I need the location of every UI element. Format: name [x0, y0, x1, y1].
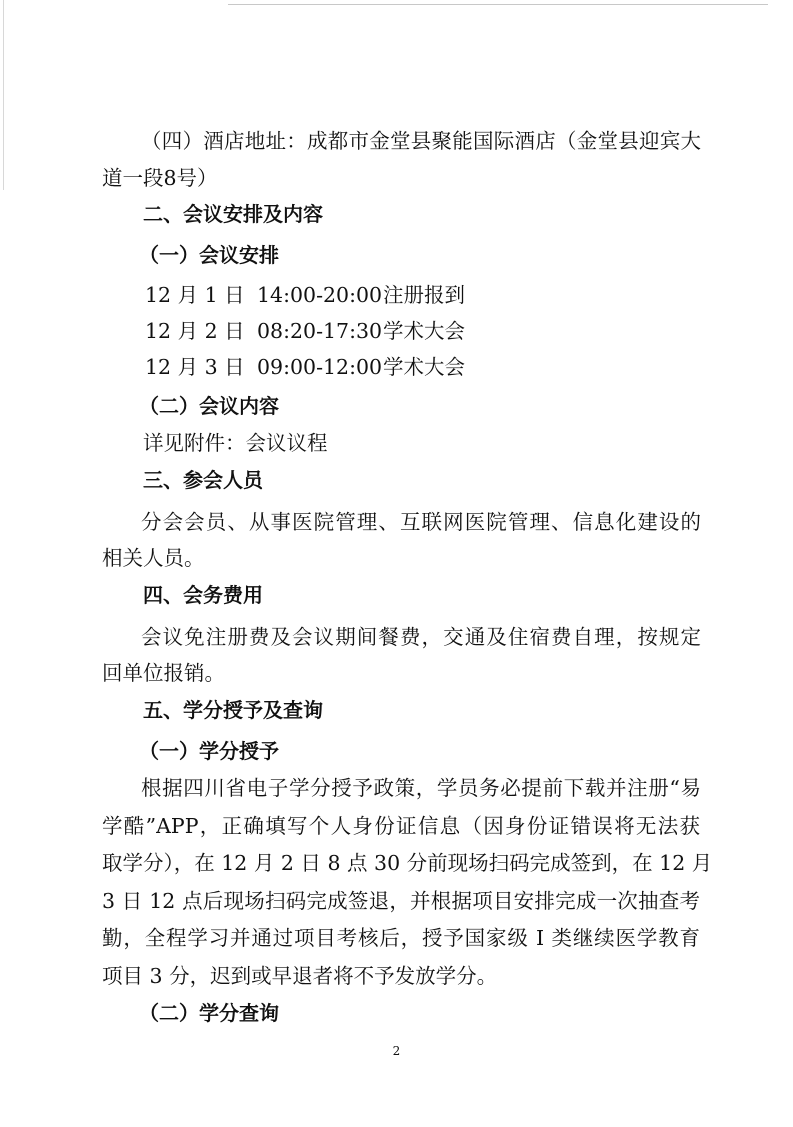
section-heading-credits: 五、学分授予及查询: [143, 698, 323, 722]
schedule-time: 09:00-12:00: [257, 355, 383, 379]
schedule-date: 12 月 2 日: [145, 319, 245, 343]
section-heading-participants: 三、参会人员: [143, 468, 263, 492]
schedule-event: 注册报到: [383, 283, 465, 307]
credit-grant-line-6: 项目 3 分，迟到或早退者将不予发放学分。: [102, 964, 498, 988]
participants-line-1: 分会会员、从事医院管理、互联网医院管理、信息化建设的: [141, 510, 701, 534]
credit-grant-line-4: 3 日 12 点后现场扫码完成签退，并根据项目安排完成一次抽查考: [102, 889, 700, 913]
participants-line-2: 相关人员。: [102, 546, 205, 570]
content-detail: 详见附件：会议议程: [143, 431, 328, 455]
credit-grant-line-3: 取学分），在 12 月 2 日 8 点 30 分前现场扫码完成签到，在 12 月: [102, 851, 713, 875]
schedule-row: [145, 280, 793, 310]
hotel-address-line-2: 道一段8号）: [102, 166, 218, 190]
schedule-event: 学术大会: [383, 319, 465, 343]
left-scan-edge: [3, 0, 4, 190]
section-heading-fees: 四、会务费用: [143, 583, 263, 607]
section-heading-arrangements: 二、会议安排及内容: [143, 202, 323, 226]
subheading-schedule: （一）会议安排: [139, 243, 279, 267]
fees-line-2: 回单位报销。: [102, 661, 225, 685]
credit-grant-line-1: 根据四川省电子学分授予政策，学员务必提前下载并注册“易: [141, 776, 701, 800]
page-number: 2: [392, 1044, 401, 1058]
schedule-date: 12 月 1 日: [145, 283, 245, 307]
credit-grant-line-5: 勤，全程学习并通过项目考核后，授予国家级 I 类继续医学教育: [102, 926, 700, 950]
schedule-date: 12 月 3 日: [145, 355, 245, 379]
schedule-time: 14:00-20:00: [257, 283, 383, 307]
subheading-credit-grant: （一）学分授予: [139, 739, 279, 763]
credit-grant-line-2: 学酷”APP，正确填写个人身份证信息（因身份证错误将无法获: [102, 814, 700, 838]
top-border-rule: [228, 4, 768, 5]
schedule-time: 08:20-17:30: [257, 319, 383, 343]
schedule-event: 学术大会: [383, 355, 465, 379]
schedule-row: [145, 352, 793, 382]
subheading-content: （二）会议内容: [139, 394, 279, 418]
hotel-address-line-1: （四）酒店地址：成都市金堂县聚能国际酒店（金堂县迎宾大: [141, 129, 701, 153]
schedule-row: [145, 316, 793, 346]
fees-line-1: 会议免注册费及会议期间餐费，交通及住宿费自理，按规定: [141, 625, 701, 649]
subheading-credit-query: （二）学分查询: [139, 1001, 279, 1025]
